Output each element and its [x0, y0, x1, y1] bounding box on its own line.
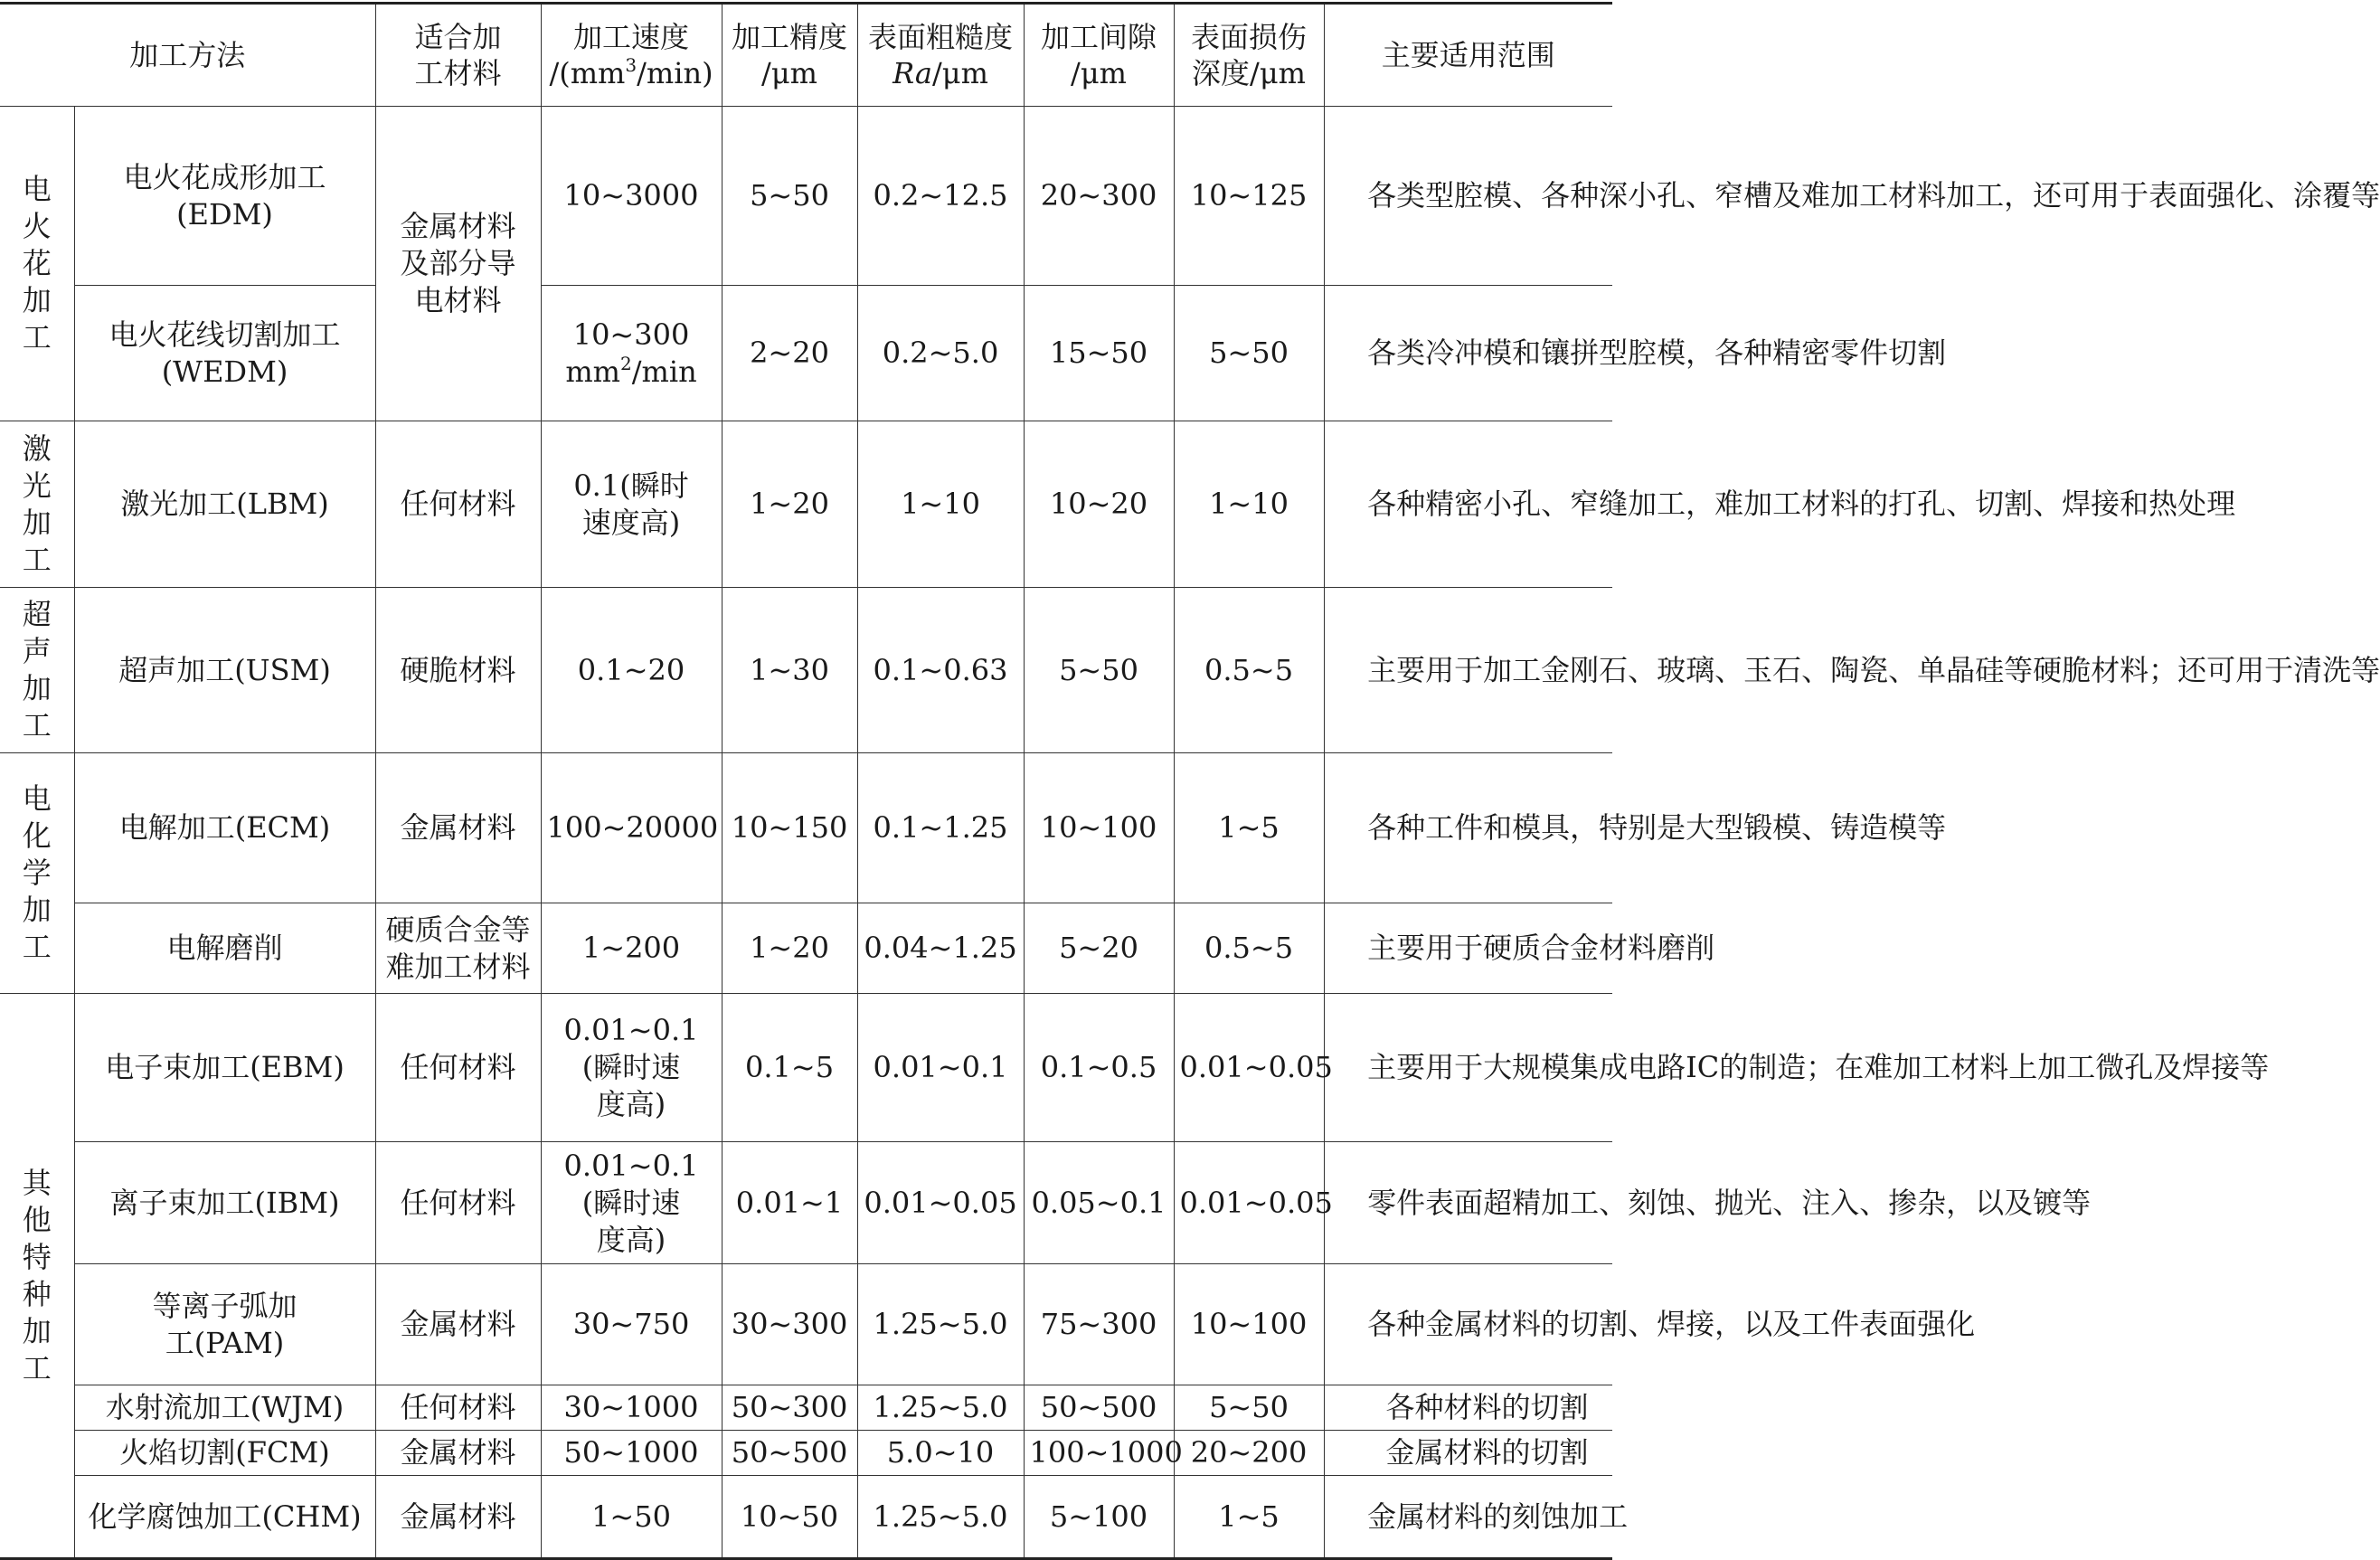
precision-cell: 1~20	[722, 421, 857, 588]
roughness-cell: 0.04~1.25	[857, 903, 1024, 994]
table-row-edm	[0, 107, 1612, 286]
material-cell: 任何材料	[375, 1385, 541, 1431]
usage-cell: 各种材料的切割	[1324, 1385, 1612, 1431]
roughness-cell: 0.1~0.63	[857, 588, 1024, 753]
damage-cell: 1~5	[1174, 1476, 1324, 1559]
material-cell: 硬质合金等 难加工材料	[375, 903, 541, 994]
gap-cell: 50~500	[1024, 1385, 1174, 1431]
roughness-cell: 1~10	[857, 421, 1024, 588]
table-row-wedm	[0, 286, 1612, 421]
roughness-cell: 1.25~5.0	[857, 1385, 1024, 1431]
group-label-other: 其他特种加工	[0, 994, 74, 1559]
roughness-cell: 0.2~5.0	[857, 286, 1024, 421]
material-cell: 金属材料	[375, 1264, 541, 1385]
material-cell: 金属材料	[375, 1476, 541, 1559]
gap-cell: 5~20	[1024, 903, 1174, 994]
gap-cell: 10~20	[1024, 421, 1174, 588]
usage-cell: 金属材料的切割	[1324, 1431, 1612, 1476]
header-roughness: 表面粗糙度 Ra/μm	[857, 4, 1024, 107]
material-cell: 硬脆材料	[375, 588, 541, 753]
gap-cell: 75~300	[1024, 1264, 1174, 1385]
method-cell: 激光加工(LBM)	[74, 421, 375, 588]
method-cell: 超声加工(USM)	[74, 588, 375, 753]
gap-cell: 20~300	[1024, 107, 1174, 286]
speed-cell: 50~1000	[541, 1431, 722, 1476]
gap-cell: 15~50	[1024, 286, 1174, 421]
damage-cell: 0.5~5	[1174, 903, 1324, 994]
speed-cell: 0.01~0.1 (瞬时速 度高)	[541, 1142, 722, 1264]
usage-cell: 主要用于硬质合金材料磨削	[1324, 903, 1612, 994]
roughness-cell: 1.25~5.0	[857, 1476, 1024, 1559]
precision-cell: 0.1~5	[722, 994, 857, 1142]
material-cell: 金属材料	[375, 753, 541, 903]
table-row-ibm	[0, 1142, 1612, 1264]
precision-cell: 10~50	[722, 1476, 857, 1559]
gap-cell: 100~1000	[1024, 1431, 1174, 1476]
header-usage: 主要适用范围	[1324, 4, 1612, 107]
machining-comparison-table	[0, 2, 2380, 1560]
damage-cell: 10~100	[1174, 1264, 1324, 1385]
damage-cell: 5~50	[1174, 1385, 1324, 1431]
usage-cell: 零件表面超精加工、刻蚀、抛光、注入、掺杂，以及镀等	[1324, 1142, 1612, 1264]
table-row-pam	[0, 1264, 1612, 1385]
damage-cell: 1~5	[1174, 753, 1324, 903]
material-cell: 金属材料 及部分导 电材料	[375, 107, 541, 421]
table-row-wjm	[0, 1385, 1612, 1431]
speed-cell: 10~300 $mm^2/\min$	[541, 286, 722, 421]
speed-cell: 0.01~0.1 (瞬时速 度高)	[541, 994, 722, 1142]
header-row	[0, 4, 1612, 107]
method-cell: 水射流加工(WJM)	[74, 1385, 375, 1431]
precision-cell: 10~150	[722, 753, 857, 903]
precision-cell: 1~30	[722, 588, 857, 753]
table-row-fcm	[0, 1431, 1612, 1476]
usage-cell: 主要用于加工金刚石、玻璃、玉石、陶瓷、单晶硅等硬脆材料；还可用于清洗等	[1324, 588, 1612, 753]
speed-cell: 100~20000	[541, 753, 722, 903]
group-label-ultrasonic: 超声加工	[0, 588, 74, 753]
group-label-laser: 激光加工	[0, 421, 74, 588]
header-speed: 加工速度 $/(mm^3/\min)$	[541, 4, 722, 107]
table-row-ebm	[0, 994, 1612, 1142]
table-row-usm	[0, 588, 1612, 753]
precision-cell: 0.01~1	[722, 1142, 857, 1264]
header-precision: 加工精度 /μm	[722, 4, 857, 107]
speed-cell: 1~50	[541, 1476, 722, 1559]
roughness-cell: 0.1~1.25	[857, 753, 1024, 903]
precision-cell: 30~300	[722, 1264, 857, 1385]
usage-cell: 各类冷冲模和镶拼型腔模，各种精密零件切割	[1324, 286, 1612, 421]
damage-cell: 1~10	[1174, 421, 1324, 588]
speed-cell: 1~200	[541, 903, 722, 994]
method-cell: 电火花线切割加工 (WEDM)	[74, 286, 375, 421]
roughness-cell: 0.01~0.1	[857, 994, 1024, 1142]
gap-cell: 0.1~0.5	[1024, 994, 1174, 1142]
header-material: 适合加 工材料	[375, 4, 541, 107]
table-row-ecg	[0, 903, 1612, 994]
precision-cell: 1~20	[722, 903, 857, 994]
material-cell: 任何材料	[375, 421, 541, 588]
usage-cell: 主要用于大规模集成电路IC的制造；在难加工材料上加工微孔及焊接等	[1324, 994, 1612, 1142]
material-cell: 任何材料	[375, 994, 541, 1142]
table-row-lbm	[0, 421, 1612, 588]
material-cell: 金属材料	[375, 1431, 541, 1476]
table-row-ecm	[0, 753, 1612, 903]
damage-cell: 0.01~0.05	[1174, 994, 1324, 1142]
speed-cell: 30~750	[541, 1264, 722, 1385]
roughness-cell: 0.01~0.05	[857, 1142, 1024, 1264]
gap-cell: 10~100	[1024, 753, 1174, 903]
group-label-electrochem: 电化学加工	[0, 753, 74, 994]
precision-cell: 2~20	[722, 286, 857, 421]
material-cell: 任何材料	[375, 1142, 541, 1264]
table-row-chm	[0, 1476, 1612, 1559]
method-cell: 离子束加工(IBM)	[74, 1142, 375, 1264]
precision-cell: 5~50	[722, 107, 857, 286]
method-cell: 化学腐蚀加工(CHM)	[74, 1476, 375, 1559]
group-label-edm: 电火花加工	[0, 107, 74, 421]
damage-cell: 5~50	[1174, 286, 1324, 421]
roughness-cell: 5.0~10	[857, 1431, 1024, 1476]
method-cell: 火焰切割(FCM)	[74, 1431, 375, 1476]
method-cell: 等离子弧加 工(PAM)	[74, 1264, 375, 1385]
roughness-cell: 1.25~5.0	[857, 1264, 1024, 1385]
method-cell: 电子束加工(EBM)	[74, 994, 375, 1142]
header-gap: 加工间隙 /μm	[1024, 4, 1174, 107]
damage-cell: 0.01~0.05	[1174, 1142, 1324, 1264]
speed-cell: 30~1000	[541, 1385, 722, 1431]
speed-cell: 0.1~20	[541, 588, 722, 753]
method-cell: 电火花成形加工 (EDM)	[74, 107, 375, 286]
damage-cell: 10~125	[1174, 107, 1324, 286]
header-method: 加工方法	[0, 4, 375, 107]
damage-cell: 0.5~5	[1174, 588, 1324, 753]
usage-cell: 各类型腔模、各种深小孔、窄槽及难加工材料加工，还可用于表面强化、涂覆等	[1324, 107, 1612, 286]
precision-cell: 50~300	[722, 1385, 857, 1431]
gap-cell: 5~100	[1024, 1476, 1174, 1559]
usage-cell: 各种金属材料的切割、焊接，以及工件表面强化	[1324, 1264, 1612, 1385]
gap-cell: 5~50	[1024, 588, 1174, 753]
speed-cell: 0.1(瞬时 速度高)	[541, 421, 722, 588]
damage-cell: 20~200	[1174, 1431, 1324, 1476]
roughness-cell: 0.2~12.5	[857, 107, 1024, 286]
usage-cell: 各种精密小孔、窄缝加工，难加工材料的打孔、切割、焊接和热处理	[1324, 421, 1612, 588]
method-cell: 电解加工(ECM)	[74, 753, 375, 903]
header-damage: 表面损伤 深度/μm	[1174, 4, 1324, 107]
method-cell: 电解磨削	[74, 903, 375, 994]
precision-cell: 50~500	[722, 1431, 857, 1476]
usage-cell: 各种工件和模具，特别是大型锻模、铸造模等	[1324, 753, 1612, 903]
gap-cell: 0.05~0.1	[1024, 1142, 1174, 1264]
usage-cell: 金属材料的刻蚀加工	[1324, 1476, 1612, 1559]
speed-cell: 10~3000	[541, 107, 722, 286]
